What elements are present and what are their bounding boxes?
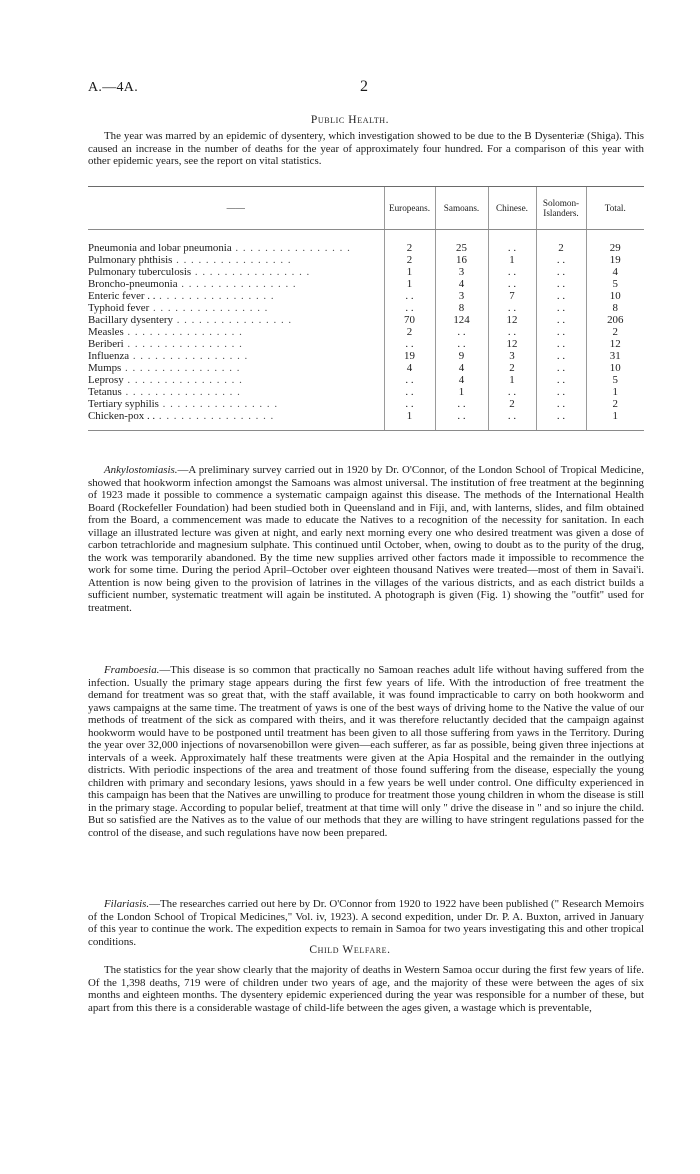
cell-total: 12	[586, 338, 644, 350]
cell-chinese: 1	[488, 374, 536, 386]
disease-name: Influenza . . . . . . . . . . . . . . . .	[88, 350, 249, 362]
table-row	[88, 350, 644, 362]
cell-chinese: 7	[488, 290, 536, 302]
cell-samoans: . .	[435, 338, 488, 350]
section-heading-child-welfare: Child Welfare.	[309, 944, 391, 956]
table-row	[88, 302, 644, 314]
cell-samoans: 3	[435, 290, 488, 302]
cell-samoans: 4	[435, 362, 488, 374]
disease-name: Pneumonia and lobar pneumonia . . . . . . . . . . . . . . . .	[88, 242, 351, 254]
dot-leader: . . . . . . . . . . . . . . . .	[231, 242, 351, 254]
cell-europeans: . .	[384, 374, 435, 386]
framboesia-paragraph	[88, 664, 644, 839]
cell-samoans: 4	[435, 374, 488, 386]
cell-total: 1	[586, 410, 644, 422]
cell-chinese: 1	[488, 254, 536, 266]
table-row	[88, 398, 644, 410]
table-row	[88, 278, 644, 290]
table-header-row	[88, 187, 644, 230]
cell-solomon: . .	[536, 350, 586, 362]
intro-paragraph	[88, 130, 644, 168]
cell-chinese: . .	[488, 386, 536, 398]
disease-name: Mumps . . . . . . . . . . . . . . . .	[88, 362, 241, 374]
cell-solomon: . .	[536, 362, 586, 374]
cell-solomon: . .	[536, 266, 586, 278]
cell-europeans: 1	[384, 278, 435, 290]
cell-chinese: . .	[488, 278, 536, 290]
cell-chinese: 12	[488, 314, 536, 326]
table-row	[88, 410, 644, 422]
dot-leader: . . . . . . . . . . . . . . . .	[123, 338, 243, 350]
cell-samoans: 4	[435, 278, 488, 290]
cell-solomon: . .	[536, 254, 586, 266]
disease-name: Tetanus . . . . . . . . . . . . . . . .	[88, 386, 241, 398]
section-heading-public-health: Public Health.	[310, 114, 390, 126]
table-row	[88, 386, 644, 398]
cell-samoans: 1	[435, 386, 488, 398]
cell-solomon: . .	[536, 326, 586, 338]
disease-name: Beriberi . . . . . . . . . . . . . . . .	[88, 338, 243, 350]
cell-total: 31	[586, 350, 644, 362]
cell-europeans: 2	[384, 254, 435, 266]
disease-name: Pulmonary phthisis . . . . . . . . . . . . . . . .	[88, 254, 292, 266]
cell-total: 2	[586, 326, 644, 338]
cell-chinese: 3	[488, 350, 536, 362]
cell-solomon: 2	[536, 242, 586, 254]
cell-total: 2	[586, 398, 644, 410]
column-header-samoans: Samoans.	[435, 187, 488, 230]
disease-name: Typhoid fever . . . . . . . . . . . . . . . .	[88, 302, 269, 314]
intro-text: The year was marred by an epidemic of dysentery, which investigation showed to be due to the B Dysenteriæ (Shiga). This caused an increase in the number of deaths for the year of approximately four hundred. For a comparison of this year with other epidemic years, see the report on vital statistics.	[88, 130, 644, 167]
disease-name: Tertiary syphilis . . . . . . . . . . . . . . . .	[88, 398, 279, 410]
dot-leader: . . . . . . . . . . . . . . . .	[172, 254, 292, 266]
cell-europeans: 2	[384, 326, 435, 338]
cell-europeans: . .	[384, 386, 435, 398]
table-row	[88, 314, 644, 326]
column-header-europeans: Europeans.	[384, 187, 435, 230]
cell-total: 206	[586, 314, 644, 326]
dot-leader: . . . . . . . . . . . . . . . .	[129, 350, 249, 362]
cell-europeans: . .	[384, 290, 435, 302]
cell-europeans: 1	[384, 266, 435, 278]
cell-samoans: 25	[435, 242, 488, 254]
cell-total: 8	[586, 302, 644, 314]
dot-leader: . . . . . . . . . . . . . . . .	[149, 302, 269, 314]
dot-leader: . . . . . . . . . . . . . . . .	[155, 290, 275, 302]
table-row	[88, 254, 644, 266]
table-row	[88, 374, 644, 386]
cell-samoans: . .	[435, 410, 488, 422]
dot-leader: . . . . . . . . . . . . . . . .	[191, 266, 311, 278]
dot-leader: . . . . . . . . . . . . . . . .	[121, 362, 241, 374]
cell-chinese: . .	[488, 326, 536, 338]
cell-europeans: . .	[384, 302, 435, 314]
cell-chinese: 2	[488, 398, 536, 410]
cell-total: 5	[586, 374, 644, 386]
cell-samoans: 124	[435, 314, 488, 326]
disease-name: Bacillary dysentery . . . . . . . . . . . . . . . .	[88, 314, 293, 326]
table-row	[88, 326, 644, 338]
disease-name: Enteric fever . . . . . . . . . . . . . . . . . .	[88, 290, 275, 302]
cell-solomon: . .	[536, 314, 586, 326]
framboesia-term: Framboesia.	[104, 664, 160, 676]
cell-solomon: . .	[536, 410, 586, 422]
cell-solomon: . .	[536, 374, 586, 386]
cell-samoans: 9	[435, 350, 488, 362]
cell-chinese: . .	[488, 242, 536, 254]
disease-name: Pulmonary tuberculosis . . . . . . . . . . . . . . . .	[88, 266, 311, 278]
disease-name: Measles . . . . . . . . . . . . . . . .	[88, 326, 243, 338]
page-number: 2	[360, 78, 368, 95]
cell-europeans: . .	[384, 398, 435, 410]
cell-total: 19	[586, 254, 644, 266]
filariasis-term: Filariasis.	[104, 898, 150, 910]
dot-leader: . . . . . . . . . . . . . . . .	[121, 386, 241, 398]
ankylostomiasis-term: Ankylostomiasis.	[104, 464, 178, 476]
cell-chinese: . .	[488, 266, 536, 278]
ankylostomiasis-paragraph	[88, 464, 644, 614]
cell-samoans: 8	[435, 302, 488, 314]
table-row	[88, 290, 644, 302]
table-row	[88, 362, 644, 374]
mortality-table	[88, 186, 644, 431]
cell-europeans: . .	[384, 338, 435, 350]
cell-europeans: 70	[384, 314, 435, 326]
cell-total: 29	[586, 242, 644, 254]
disease-name: Broncho-pneumonia . . . . . . . . . . . . . . . .	[88, 278, 297, 290]
table-row	[88, 266, 644, 278]
cell-chinese: . .	[488, 410, 536, 422]
cell-samoans: 16	[435, 254, 488, 266]
dot-leader: . . . . . . . . . . . . . . . .	[123, 326, 243, 338]
cell-europeans: 2	[384, 242, 435, 254]
table-row	[88, 242, 644, 254]
dot-leader: . . . . . . . . . . . . . . . .	[172, 314, 293, 326]
ankylostomiasis-text: —A preliminary survey carried out in 1920 by Dr. O'Connor, of the London School of Tropical Medicine, showed that hookworm infection amongst the Samoans was almost universal. The institution of free treatment at the beginning of 1923 made it possible to commence a systematic campaign against this disease. The methods of the International Health Board (Rockefeller Foundation) had been studied both in Queensland and in Fiji, and, with lanterns, slides, and film obtained from the Board, a commencement was made to educate the Natives to a recognition of the necessity for sanitation. In each village an illustrated lecture was given at night, and early next morning every one who desired treatment was given a dose of carbon tetrachloride and magnesium sulphate. This continued until October, when, owing to doubt as to the purity of the drug, the work was temporarily abandoned. By the time new supplies arrived other factors made it impossible to recommence the work for some time. During the period April–October over eighteen thousand Natives were treated—most of them in Savai'i. Attention is now being given to the provision of latrines in the villages of the various districts, and as each district builds a sufficient number, systematic treatment will again be instituted. A photograph is given (Fig. 1) showing the "outfit" used for treatment.	[88, 464, 644, 614]
filariasis-text: —The researches carried out here by Dr. O'Connor from 1920 to 1922 have been published (" Research Memoirs of the London School of Tropical Medicines," Vol. iv, 1923). A second expedition, under Dr. P. A. Buxton, arrived in January of this year to continue the work. The expedition expects to remain in Samoa for two years investigating this and other tropical conditions.	[88, 898, 644, 948]
cell-samoans: . .	[435, 398, 488, 410]
cell-samoans: . .	[435, 326, 488, 338]
cell-solomon: . .	[536, 290, 586, 302]
document-reference: A.—4A.	[88, 80, 139, 95]
dot-leader: . . . . . . . . . . . . . . . .	[158, 398, 279, 410]
dot-leader: . . . . . . . . . . . . . . . .	[177, 278, 297, 290]
cell-chinese: 12	[488, 338, 536, 350]
disease-name: Leprosy . . . . . . . . . . . . . . . .	[88, 374, 243, 386]
cell-total: 4	[586, 266, 644, 278]
cell-europeans: 1	[384, 410, 435, 422]
cell-total: 10	[586, 290, 644, 302]
column-header-disease: ——	[88, 187, 384, 230]
column-header-solomon-islanders: Solomon-Islanders.	[536, 187, 586, 230]
cell-solomon: . .	[536, 386, 586, 398]
column-header-total: Total.	[586, 187, 644, 230]
cell-chinese: 2	[488, 362, 536, 374]
cell-solomon: . .	[536, 278, 586, 290]
cell-europeans: 19	[384, 350, 435, 362]
child-welfare-paragraph	[88, 964, 644, 1014]
child-welfare-text: The statistics for the year show clearly that the majority of deaths in Western Samoa occur during the first few years of life. Of the 1,398 deaths, 719 were of children under two years of age, and the majority of these were between the ages of six months and eighteen months. The dysentery epidemic experienced during the year was responsible for a number of these, but apart from this there is a considerable wastage of child-life between the ages given, a wastage which is preventable,	[88, 964, 644, 1014]
cell-solomon: . .	[536, 302, 586, 314]
cell-samoans: 3	[435, 266, 488, 278]
cell-total: 10	[586, 362, 644, 374]
cell-europeans: 4	[384, 362, 435, 374]
dot-leader: . . . . . . . . . . . . . . . .	[155, 410, 275, 422]
cell-solomon: . .	[536, 338, 586, 350]
column-header-chinese: Chinese.	[488, 187, 536, 230]
cell-total: 5	[586, 278, 644, 290]
framboesia-text: —This disease is so common that practically no Samoan reaches adult life without having suffered from the infection. Usually the primary stage appears during the first few years of life. With the introduction of free treatment the demand for treatment was so great that, with the staff available, it was found impracticable to carry on both hookworm and yaws campaigns at the same time. The treatment of yaws is one of the best ways of driving home to the Native the value of our methods of treatment of the sick as compared with theirs, and it was therefore reluctantly decided that the campaign against hookworm would have to be postponed until treatment has been given to all those suffering from yaws in the Territory. During the year over 32,000 injections of novarsenobillon were given—each sufferer, as far as possible, being given three injections at intervals of a week. Approximately half these treatments were given at the Apia Hospital and the remainder in the outlying districts. With periodic inspections of the area and treatment of those found suffering from the disease, especially the young children with primary and secondary lesions, yaws should in a few years be well under control. One difficulty experienced in this campaign has been that the Natives are unwilling to produce for treatment those young children in whom the disease is still in the primary stage. According to popular belief, treatment at that time will only " drive the disease in " and so injure the child. But so satisfied are the Natives as to the value of our methods that they are willing to have stringent regulations passed for the control of the disease, and such regulations have now been prepared.	[88, 664, 644, 839]
cell-total: 1	[586, 386, 644, 398]
cell-chinese: . .	[488, 302, 536, 314]
filariasis-paragraph	[88, 898, 644, 948]
dot-leader: . . . . . . . . . . . . . . . .	[123, 374, 243, 386]
disease-name: Chicken-pox . . . . . . . . . . . . . . . . . .	[88, 410, 275, 422]
cell-solomon: . .	[536, 398, 586, 410]
table-row	[88, 338, 644, 350]
